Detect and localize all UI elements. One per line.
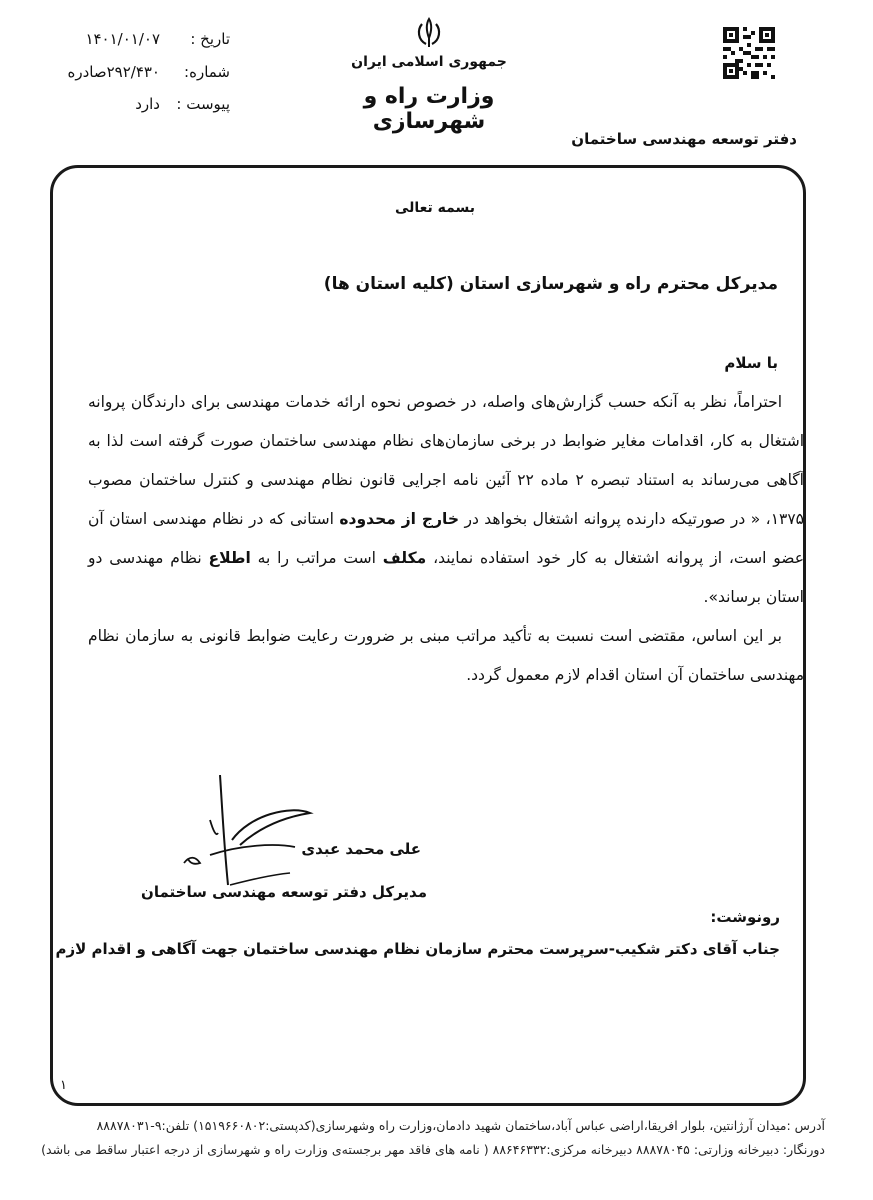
iran-emblem-icon [414,16,444,50]
p1-text-c: استانی که در نظام مهندسی استان آن عضو است، از پروانه اشتغال به کار خود استفاده نمایند، [88,510,804,567]
cc-text: جناب آقای دکتر شکیب-سرپرست محترم سازمان نظام مهندسی ساختمان جهت آگاهی و اقدام لازم [55,940,780,958]
country-name: جمهوری اسلامی ایران [351,54,507,70]
addressee: مدیرکل محترم راه و شهرسازی استان (کلیه استان ها) [323,274,778,294]
signer-name: علی محمد عبدی [301,840,421,858]
footer-fax: دورنگار: دبیرخانه وزارتی: ۸۸۸۷۸۰۴۵ دبیرخانه مرکزی:۸۸۶۴۶۳۳۲ ( نامه های فاقد مهر برجسته‌ی وزارت راه و شهرسازی از درجه اعتبار ساقط می باشد) [41,1142,825,1157]
number-label: شماره: [184,63,230,81]
letter-body [88,383,804,695]
date-label: تاریخ : [190,30,230,48]
date-value: ۱۴۰۱/۰۱/۰۷ [85,30,160,48]
salutation: با سلام [724,354,778,372]
page-number: ۱ [60,1078,67,1093]
p1-text-e: نظام مهندسی دو استان برساند». [88,549,804,606]
bismillah: بسمه تعالی [394,200,476,216]
office-name: دفتر توسعه مهندسی ساختمان [571,130,797,148]
ministry-name: وزارت راه و شهرسازی [363,84,495,134]
handwritten-signature [180,775,320,900]
qr-code-icon [723,26,775,80]
p1-text-a: احتراماً، نظر به آنکه حسب گزارش‌های واصله، در خصوص نحوه ارائه خدمات مهندسی برای دارندگان پروانه اشتغال به کار، اقدامات مغایر ضوابط در برخی سازمان‌های نظام مهندسی ساختمان صورت گرفته است لذا به آگاهی می‌رساند به استناد تبصره ۲ ماده ۲۲ آئین نامه اجرایی قانون نظام مهندسی و کنترل ساختمان مصوب ۱۳۷۵، « در صورتیکه دارنده پروانه اشتغال بخواهد در [88,393,804,528]
signer-title: مدیرکل دفتر توسعه مهندسی ساختمان [141,883,427,901]
number-value: ۲۹۲/۴۳۰صادره [67,63,160,81]
p1-bold-obliged: مکلف [382,549,427,567]
p1-bold-inform: اطلاع [208,549,251,567]
footer-address: آدرس :میدان آرژانتین، بلوار افریقا،اراضی عباس آباد،ساختمان شهید دادمان،وزارت راه وشهرسازی(کدپستی:۱۵۱۹۶۶۰۸۰۲) تلفن:۹-۸۸۸۷۸۰۳۱ [96,1118,825,1133]
attachment-row [60,95,230,117]
number-row [30,63,230,85]
p1-bold-outside: خارج از محدوده [339,510,459,528]
attachment-value: دارد [135,95,160,113]
p1-text-d: است مراتب را به [257,549,376,567]
paragraph-1 [88,383,804,617]
cc-label: رونوشت: [710,908,780,926]
attachment-label: پیوست : [176,95,230,113]
date-row [60,30,230,52]
paragraph-2: بر این اساس، مقتضی است نسبت به تأکید مراتب مبنی بر ضرورت رعایت ضوابط قانونی به سازمان نظام مهندسی ساختمان آن استان اقدام لازم معمول گردد. [88,627,804,684]
